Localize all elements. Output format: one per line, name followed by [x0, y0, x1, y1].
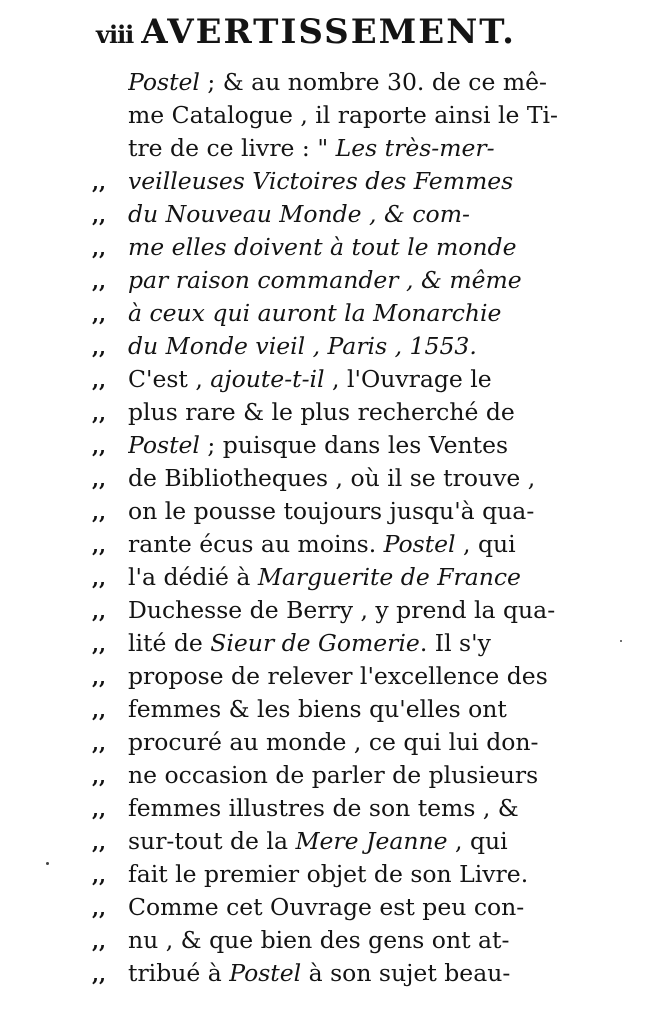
running-title: AVERTISSEMENT.	[141, 12, 517, 52]
italic-segment: du Nouveau Monde , & com-	[128, 200, 470, 228]
italic-segment: veilleuses Victoires des Femmes	[128, 167, 514, 195]
line-text	[128, 957, 592, 990]
roman-segment: , qui	[455, 530, 516, 558]
quotation-mark-gutter: ,,	[92, 170, 106, 194]
line-text	[128, 726, 592, 759]
roman-segment: tribué à	[128, 959, 230, 987]
line-text	[128, 495, 592, 528]
text-line	[92, 165, 592, 198]
quotation-mark-gutter: ,,	[92, 236, 106, 260]
text-line	[92, 891, 592, 924]
quotation-mark-gutter: ,,	[92, 302, 106, 326]
quotation-mark-gutter: ,,	[92, 269, 106, 293]
line-text	[128, 825, 592, 858]
text-line	[92, 66, 592, 99]
quotation-mark-gutter: ,,	[92, 731, 106, 755]
roman-segment: , l'Ouvrage le	[324, 365, 492, 393]
line-text	[128, 429, 592, 462]
line-text	[128, 462, 592, 495]
line-text	[128, 627, 592, 660]
line-text	[128, 231, 592, 264]
italic-segment: du Monde vieil , Paris , 1553.	[128, 332, 477, 360]
quotation-mark-gutter: ,,	[92, 797, 106, 821]
text-line	[92, 198, 592, 231]
italic-segment: ajoute-t-il	[210, 365, 325, 393]
italic-segment: Mere Jeanne	[295, 827, 448, 855]
quotation-mark-gutter: ,,	[92, 929, 106, 953]
line-text	[128, 99, 592, 132]
quotation-mark-gutter: ,,	[92, 764, 106, 788]
text-line	[92, 693, 592, 726]
ink-speck	[46, 862, 49, 865]
italic-segment: me elles doivent à tout le monde	[128, 233, 517, 261]
italic-segment: Marguerite de France	[257, 563, 521, 591]
ink-speck	[620, 640, 622, 642]
text-line	[92, 792, 592, 825]
italic-segment: Postel	[128, 68, 200, 96]
text-line	[92, 495, 592, 528]
italic-segment: Postel	[128, 431, 200, 459]
quotation-mark-gutter: ,,	[92, 434, 106, 458]
quotation-mark-gutter: ,,	[92, 698, 106, 722]
roman-segment: à son sujet beau-	[301, 959, 511, 987]
text-line	[92, 924, 592, 957]
italic-segment: Les très-mer-	[335, 134, 495, 162]
line-text	[128, 297, 592, 330]
roman-segment: lité de	[128, 629, 211, 657]
text-line	[92, 528, 592, 561]
italic-segment: Postel	[229, 959, 302, 987]
line-text	[128, 396, 592, 429]
line-text	[128, 264, 592, 297]
roman-segment: nu , & que bien des gens ont at-	[128, 926, 510, 954]
line-text	[128, 132, 592, 165]
quotation-mark-gutter: ,,	[92, 467, 106, 491]
roman-segment: femmes illustres de son tems , &	[128, 794, 519, 822]
text-line	[92, 957, 592, 990]
roman-segment: , qui	[447, 827, 508, 855]
line-text	[128, 594, 592, 627]
text-line	[92, 231, 592, 264]
roman-segment: fait le premier objet de son Livre.	[128, 860, 529, 888]
line-text	[128, 165, 592, 198]
text-line	[92, 264, 592, 297]
roman-segment: propose de relever l'excellence des	[128, 662, 548, 690]
line-text	[128, 330, 592, 363]
line-text	[128, 891, 592, 924]
roman-segment: plus rare & le plus recherché de	[128, 398, 515, 426]
line-text	[128, 759, 592, 792]
roman-segment: rante écus au moins.	[128, 530, 384, 558]
line-text	[128, 66, 592, 99]
text-block	[92, 66, 592, 990]
text-line	[92, 429, 592, 462]
quotation-mark-gutter: ,,	[92, 401, 106, 425]
roman-segment: tre de ce livre : "	[128, 134, 336, 162]
quotation-mark-gutter: ,,	[92, 203, 106, 227]
roman-segment: sur-tout de la	[128, 827, 296, 855]
roman-segment: Comme cet Ouvrage est peu con-	[128, 893, 525, 921]
text-line	[92, 561, 592, 594]
quotation-mark-gutter: ,,	[92, 533, 106, 557]
text-line	[92, 726, 592, 759]
line-text	[128, 528, 592, 561]
line-text	[128, 693, 592, 726]
quotation-mark-gutter: ,,	[92, 665, 106, 689]
line-text	[128, 924, 592, 957]
quotation-mark-gutter: ,,	[92, 566, 106, 590]
line-text	[128, 792, 592, 825]
text-line	[92, 396, 592, 429]
roman-segment: . Il s'y	[419, 629, 491, 657]
roman-segment: ; & au nombre 30. de ce mê-	[199, 68, 547, 96]
roman-segment: ne occasion de parler de plusieurs	[128, 761, 539, 789]
quotation-mark-gutter: ,,	[92, 863, 106, 887]
line-text	[128, 198, 592, 231]
quotation-mark-gutter: ,,	[92, 632, 106, 656]
text-line	[92, 627, 592, 660]
running-head	[96, 12, 566, 62]
line-text	[128, 561, 592, 594]
page-number: viii	[96, 20, 134, 49]
text-line	[92, 132, 592, 165]
text-line	[92, 330, 592, 363]
italic-segment: Sieur de Gomerie	[210, 629, 420, 657]
text-line	[92, 825, 592, 858]
text-line	[92, 462, 592, 495]
italic-segment: Postel	[383, 530, 456, 558]
roman-segment: ; puisque dans les Ventes	[199, 431, 509, 459]
roman-segment: me Catalogue , il raporte ainsi le Ti-	[128, 101, 558, 129]
quotation-mark-gutter: ,,	[92, 962, 106, 986]
quotation-mark-gutter: ,,	[92, 599, 106, 623]
italic-segment: à ceux qui auront la Monarchie	[128, 299, 502, 327]
line-text	[128, 660, 592, 693]
roman-segment: procuré au monde , ce qui lui don-	[128, 728, 539, 756]
roman-segment: C'est ,	[128, 365, 211, 393]
roman-segment: on le pousse toujours jusqu'à qua-	[128, 497, 535, 525]
italic-segment: par raison commander , & même	[128, 266, 522, 294]
text-line	[92, 660, 592, 693]
text-line	[92, 759, 592, 792]
quotation-mark-gutter: ,,	[92, 896, 106, 920]
text-line	[92, 99, 592, 132]
quotation-mark-gutter: ,,	[92, 335, 106, 359]
quotation-mark-gutter: ,,	[92, 830, 106, 854]
text-line	[92, 858, 592, 891]
quotation-mark-gutter: ,,	[92, 500, 106, 524]
roman-segment: l'a dédié à	[128, 563, 258, 591]
text-line	[92, 297, 592, 330]
line-text	[128, 858, 592, 891]
roman-segment: de Bibliotheques , où il se trouve ,	[128, 464, 536, 492]
line-text	[128, 363, 592, 396]
quotation-mark-gutter: ,,	[92, 368, 106, 392]
roman-segment: femmes & les biens qu'elles ont	[128, 695, 507, 723]
roman-segment: Duchesse de Berry , y prend la qua-	[128, 596, 556, 624]
text-line	[92, 594, 592, 627]
text-line	[92, 363, 592, 396]
